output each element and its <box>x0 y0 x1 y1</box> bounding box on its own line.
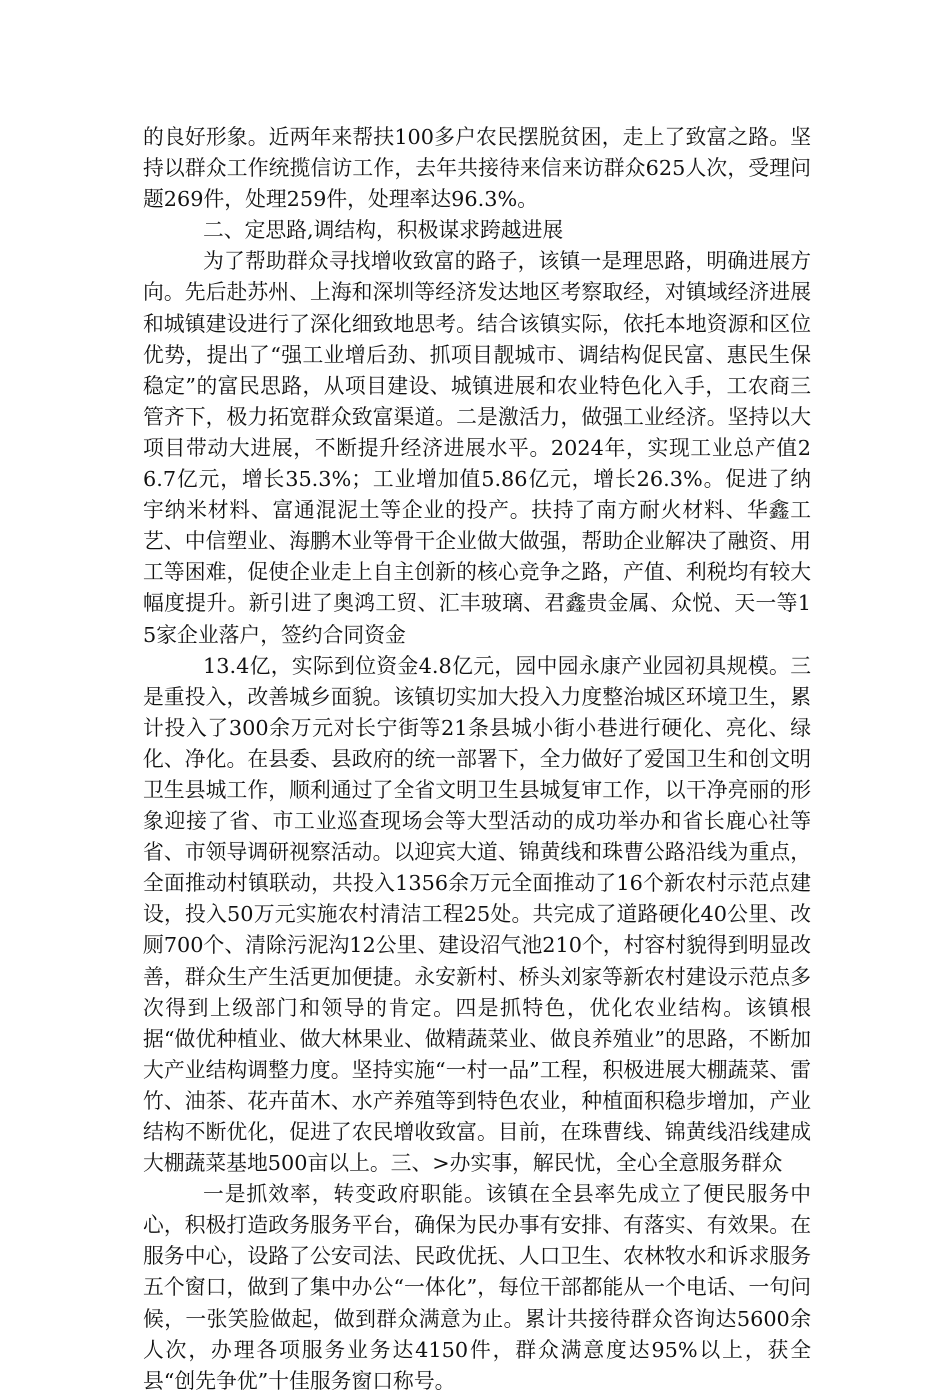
paragraph-intro: 的良好形象。近两年来帮扶100多户农民摆脱贫困，走上了致富之路。坚持以群众工作统揽信访工作，去年共接待来信来访群众625人次，受理问题269件，处理259件，处理率达96.3%。 <box>143 125 811 212</box>
paragraph-section-2-continued: 13.4亿，实际到位资金4.8亿元，园中园永康产业园初具规模。三是重投入，改善城乡面貌。该镇切实加大投入力度整治城区环境卫生，累计投入了300余万元对长宁街等21条县城小街小巷进行硬化、亮化、绿化、净化。在县委、县政府的统一部署下，全力做好了爱国卫生和创文明卫生县城工作，顺利通过了全省文明卫生县城复审工作，以干净亮丽的形象迎接了省、市工业巡查现场会等大型活动的成功举办和省长鹿心社等省、市领导调研视察活动。以迎宾大道、锦黄线和珠曹公路沿线为重点，全面推动村镇联动，共投入1356余万元全面推动了16个新农村示范点建设，投入50万元实施农村清洁工程25处。共完成了道路硬化40公里、改厕700个、清除污泥沟12公里、建设沼气池210个，村容村貌得到明显改善，群众生产生活更加便捷。永安新村、桥头刘家等新农村建设示范点多次得到上级部门和领导的肯定。四是抓特色，优化农业结构。该镇根据“做优种植业、做大林果业、做精蔬菜业、做良养殖业”的思路，不断加大产业结构调整力度。坚持实施“一村一品”工程，积极进展大棚蔬菜、雷竹、油茶、花卉苗木、水产养殖等到特色农业，种植面积稳步增加，产业结构不断优化，促进了农民增收致富。目前，在珠曹线、锦黄线沿线建成大棚蔬菜基地500亩以上。三、>办实事，解民忧，全心全意服务群众 <box>143 653 811 1176</box>
section-heading-2: 二、定思路,调结构，积极谋求跨越进展 <box>203 218 564 243</box>
paragraph-section-2: 为了帮助群众寻找增收致富的路子，该镇一是理思路，明确进展方向。先后赴苏州、上海和深圳等经济发达地区考察取经，对镇域经济进展和城镇建设进行了深化细致地思考。结合该镇实际，依托本地资源和区位优势，提出了“强工业增后劲、抓项目靓城市、调结构促民富、惠民生保稳定”的富民思路，从项目建设、城镇进展和农业特色化入手，工农商三管齐下，极力拓宽群众致富渠道。二是激活力，做强工业经济。坚持以大项目带动大进展，不断提升经济进展水平。2024年，实现工业总产值26.7亿元，增长35.3%；工业增加值5.86亿元，增长26.3%。促进了纳宇纳米材料、富通混泥土等企业的投产。扶持了南方耐火材料、华鑫工艺、中信塑业、海鹏木业等骨干企业做大做强，帮助企业解决了融资、用工等困难，促使企业走上自主创新的核心竞争之路，产值、利税均有较大幅度提升。新引进了奥鸿工贸、汇丰玻璃、君鑫贵金属、众悦、天一等15家企业落户，签约合同资金 <box>143 249 811 647</box>
document-body <box>143 122 811 1397</box>
paragraph-section-3: 一是抓效率，转变政府职能。该镇在全县率先成立了便民服务中心，积极打造政务服务平台，确保为民办事有安排、有落实、有效果。在服务中心，设路了公安司法、民政优抚、人口卫生、农林牧水和诉求服务五个窗口，做到了集中办公“一体化”，每位干部都能从一个电话、一句问候，一张笑脸做起，做到群众满意为止。累计共接待群众咨询达5600余人次，办理各项服务业务达4150件，群众满意度达95%以上，获全县“创先争优”十佳服务窗口称号。 <box>143 1182 811 1393</box>
